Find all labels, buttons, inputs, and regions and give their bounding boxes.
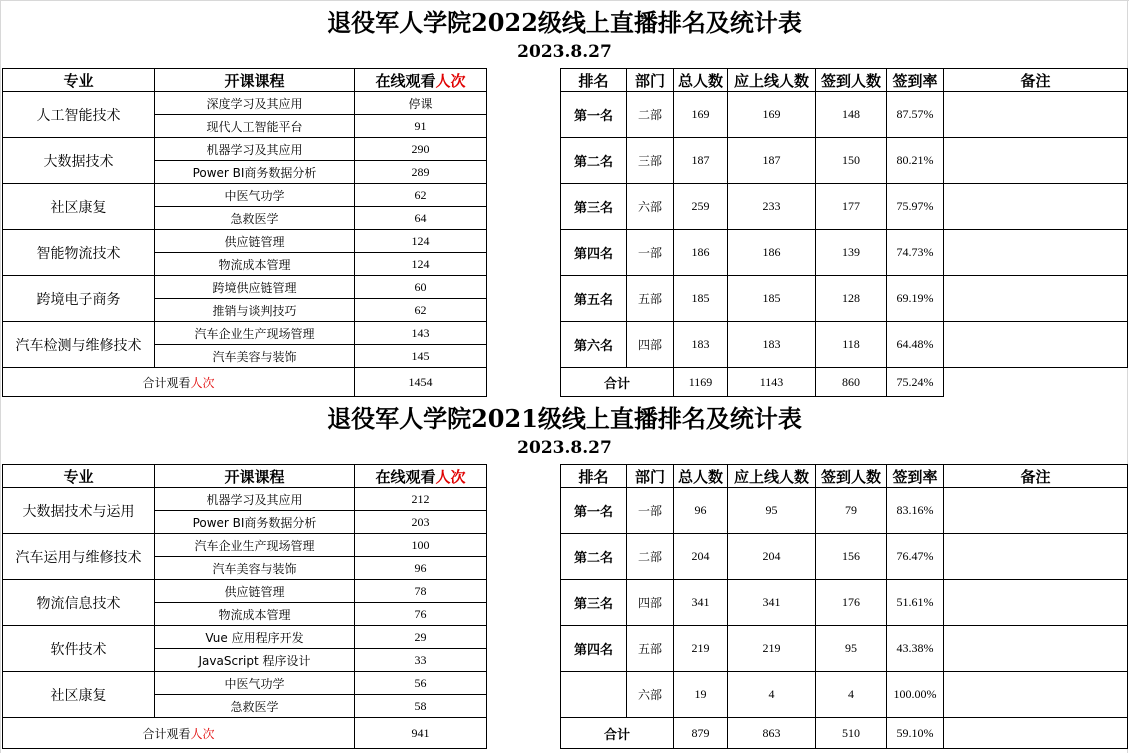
- expected-count: 233: [728, 184, 816, 230]
- course-name: 中医气功学: [155, 672, 355, 695]
- rank-label: 第六名: [561, 322, 627, 368]
- total-count: 19: [674, 672, 728, 718]
- course-views: 91: [355, 115, 487, 138]
- course-views: 124: [355, 253, 487, 276]
- expected-count: 183: [728, 322, 816, 368]
- expected-count: 1143: [728, 368, 816, 397]
- dept-name: 一部: [627, 230, 674, 276]
- course-name: 汽车企业生产现场管理: [155, 534, 355, 557]
- note-cell: [944, 534, 1128, 580]
- major-name: 社区康复: [3, 184, 155, 230]
- course-name: Vue 应用程序开发: [155, 626, 355, 649]
- course-name: 机器学习及其应用: [155, 138, 355, 161]
- signed-count: 150: [816, 138, 887, 184]
- total-count: 187: [674, 138, 728, 184]
- table-2022-courses: [2, 68, 487, 397]
- total-count: 204: [674, 534, 728, 580]
- major-name: 人工智能技术: [3, 92, 155, 138]
- total-views-value: 941: [355, 718, 487, 749]
- note-cell: [944, 368, 1128, 397]
- course-name: 跨境供应链管理: [155, 276, 355, 299]
- note-cell: [944, 488, 1128, 534]
- total-count: 341: [674, 580, 728, 626]
- major-name: 汽车运用与维修技术: [3, 534, 155, 580]
- note-cell: [944, 138, 1128, 184]
- dept-name: 二部: [627, 534, 674, 580]
- total-count: 169: [674, 92, 728, 138]
- sign-rate: 76.47%: [887, 534, 944, 580]
- note-cell: [944, 276, 1128, 322]
- rank-label: 第二名: [561, 138, 627, 184]
- header-total: 总人数: [674, 465, 728, 488]
- course-views: 145: [355, 345, 487, 368]
- course-name: 推销与谈判技巧: [155, 299, 355, 322]
- signed-count: 148: [816, 92, 887, 138]
- note-cell: [944, 580, 1128, 626]
- sign-rate: 87.57%: [887, 92, 944, 138]
- major-name: 物流信息技术: [3, 580, 155, 626]
- course-name: 汽车美容与装饰: [155, 345, 355, 368]
- note-cell: [944, 230, 1128, 276]
- header-total: 总人数: [674, 69, 728, 92]
- course-views: 203: [355, 511, 487, 534]
- course-name: 物流成本管理: [155, 253, 355, 276]
- total-count: 96: [674, 488, 728, 534]
- course-views: 143: [355, 322, 487, 345]
- expected-count: 219: [728, 626, 816, 672]
- course-views: 100: [355, 534, 487, 557]
- total-count: 185: [674, 276, 728, 322]
- note-cell: [944, 184, 1128, 230]
- course-views: 56: [355, 672, 487, 695]
- sign-rate: 100.00%: [887, 672, 944, 718]
- header-expected: 应上线人数: [728, 69, 816, 92]
- sign-rate: 75.24%: [887, 368, 944, 397]
- signed-count: 79: [816, 488, 887, 534]
- expected-count: 186: [728, 230, 816, 276]
- course-name: 汽车企业生产现场管理: [155, 322, 355, 345]
- expected-count: 185: [728, 276, 816, 322]
- total-count: 259: [674, 184, 728, 230]
- course-views: 76: [355, 603, 487, 626]
- header-signed: 签到人数: [816, 69, 887, 92]
- header-note: 备注: [944, 69, 1128, 92]
- section-2021-date: 2023.8.27: [517, 438, 612, 458]
- course-name: JavaScript 程序设计: [155, 649, 355, 672]
- rank-label: 第四名: [561, 230, 627, 276]
- sign-rate: 43.38%: [887, 626, 944, 672]
- course-name: 现代人工智能平台: [155, 115, 355, 138]
- total-label: 合计: [561, 368, 674, 397]
- sign-rate: 59.10%: [887, 718, 944, 749]
- course-name: 物流成本管理: [155, 603, 355, 626]
- total-count: 1169: [674, 368, 728, 397]
- course-views: 停课: [355, 92, 487, 115]
- total-count: 219: [674, 626, 728, 672]
- expected-count: 187: [728, 138, 816, 184]
- header-dept: 部门: [627, 69, 674, 92]
- signed-count: 4: [816, 672, 887, 718]
- dept-name: 五部: [627, 626, 674, 672]
- rank-label: 第二名: [561, 534, 627, 580]
- rank-label: 第一名: [561, 92, 627, 138]
- rank-label: 第四名: [561, 626, 627, 672]
- total-views-label: 合计观看人次: [3, 368, 355, 397]
- signed-count: 510: [816, 718, 887, 749]
- note-cell: [944, 626, 1128, 672]
- rank-label: 第一名: [561, 488, 627, 534]
- course-views: 78: [355, 580, 487, 603]
- course-name: 供应链管理: [155, 230, 355, 253]
- dept-name: 五部: [627, 276, 674, 322]
- total-count: 183: [674, 322, 728, 368]
- course-views: 29: [355, 626, 487, 649]
- dept-name: 一部: [627, 488, 674, 534]
- major-name: 软件技术: [3, 626, 155, 672]
- major-name: 跨境电子商务: [3, 276, 155, 322]
- header-course: 开课课程: [155, 465, 355, 488]
- expected-count: 4: [728, 672, 816, 718]
- sheet-gridline: [0, 0, 1129, 1]
- course-name: Power BI商务数据分析: [155, 161, 355, 184]
- course-views: 96: [355, 557, 487, 580]
- section-2022-date: 2023.8.27: [517, 42, 612, 62]
- signed-count: 176: [816, 580, 887, 626]
- rank-label: 第三名: [561, 580, 627, 626]
- signed-count: 139: [816, 230, 887, 276]
- course-views: 124: [355, 230, 487, 253]
- total-count: 879: [674, 718, 728, 749]
- sign-rate: 64.48%: [887, 322, 944, 368]
- signed-count: 860: [816, 368, 887, 397]
- course-views: 62: [355, 299, 487, 322]
- course-name: 深度学习及其应用: [155, 92, 355, 115]
- course-name: Power BI商务数据分析: [155, 511, 355, 534]
- signed-count: 177: [816, 184, 887, 230]
- sign-rate: 80.21%: [887, 138, 944, 184]
- header-expected: 应上线人数: [728, 465, 816, 488]
- course-views: 58: [355, 695, 487, 718]
- header-major: 专业: [3, 69, 155, 92]
- note-cell: [944, 92, 1128, 138]
- header-rank: 排名: [561, 69, 627, 92]
- header-note: 备注: [944, 465, 1128, 488]
- total-count: 186: [674, 230, 728, 276]
- signed-count: 95: [816, 626, 887, 672]
- course-views: 289: [355, 161, 487, 184]
- dept-name: 六部: [627, 672, 674, 718]
- rank-label: [561, 672, 627, 718]
- signed-count: 156: [816, 534, 887, 580]
- dept-name: 六部: [627, 184, 674, 230]
- expected-count: 169: [728, 92, 816, 138]
- major-name: 大数据技术与运用: [3, 488, 155, 534]
- major-name: 智能物流技术: [3, 230, 155, 276]
- note-cell: [944, 322, 1128, 368]
- sheet-gridline: [0, 0, 1, 753]
- note-cell: [944, 672, 1128, 718]
- note-cell: [944, 718, 1128, 749]
- major-name: 社区康复: [3, 672, 155, 718]
- expected-count: 341: [728, 580, 816, 626]
- section-2022-title: 退役军人学院2022级线上直播排名及统计表: [327, 8, 802, 37]
- table-2022-ranking: [560, 68, 1128, 397]
- sign-rate: 83.16%: [887, 488, 944, 534]
- course-name: 急救医学: [155, 695, 355, 718]
- header-rank: 排名: [561, 465, 627, 488]
- course-name: 急救医学: [155, 207, 355, 230]
- table-2021-courses: [2, 464, 487, 749]
- header-rate: 签到率: [887, 69, 944, 92]
- rank-label: 第三名: [561, 184, 627, 230]
- signed-count: 128: [816, 276, 887, 322]
- course-views: 33: [355, 649, 487, 672]
- header-online-views: 在线观看人次: [355, 465, 487, 488]
- rank-label: 第五名: [561, 276, 627, 322]
- header-dept: 部门: [627, 465, 674, 488]
- signed-count: 118: [816, 322, 887, 368]
- dept-name: 三部: [627, 138, 674, 184]
- course-views: 60: [355, 276, 487, 299]
- course-name: 中医气功学: [155, 184, 355, 207]
- course-views: 62: [355, 184, 487, 207]
- sign-rate: 75.97%: [887, 184, 944, 230]
- dept-name: 二部: [627, 92, 674, 138]
- course-name: 汽车美容与装饰: [155, 557, 355, 580]
- table-2021-ranking: [560, 464, 1128, 749]
- expected-count: 863: [728, 718, 816, 749]
- header-rate: 签到率: [887, 465, 944, 488]
- course-name: 机器学习及其应用: [155, 488, 355, 511]
- sign-rate: 51.61%: [887, 580, 944, 626]
- expected-count: 204: [728, 534, 816, 580]
- dept-name: 四部: [627, 580, 674, 626]
- major-name: 大数据技术: [3, 138, 155, 184]
- total-views-label: 合计观看人次: [3, 718, 355, 749]
- section-2021-title: 退役军人学院2021级线上直播排名及统计表: [327, 404, 802, 433]
- dept-name: 四部: [627, 322, 674, 368]
- header-course: 开课课程: [155, 69, 355, 92]
- header-major: 专业: [3, 465, 155, 488]
- header-signed: 签到人数: [816, 465, 887, 488]
- sign-rate: 69.19%: [887, 276, 944, 322]
- total-label: 合计: [561, 718, 674, 749]
- header-online-views: 在线观看人次: [355, 69, 487, 92]
- expected-count: 95: [728, 488, 816, 534]
- course-views: 290: [355, 138, 487, 161]
- course-views: 64: [355, 207, 487, 230]
- course-views: 212: [355, 488, 487, 511]
- course-name: 供应链管理: [155, 580, 355, 603]
- sign-rate: 74.73%: [887, 230, 944, 276]
- total-views-value: 1454: [355, 368, 487, 397]
- major-name: 汽车检测与维修技术: [3, 322, 155, 368]
